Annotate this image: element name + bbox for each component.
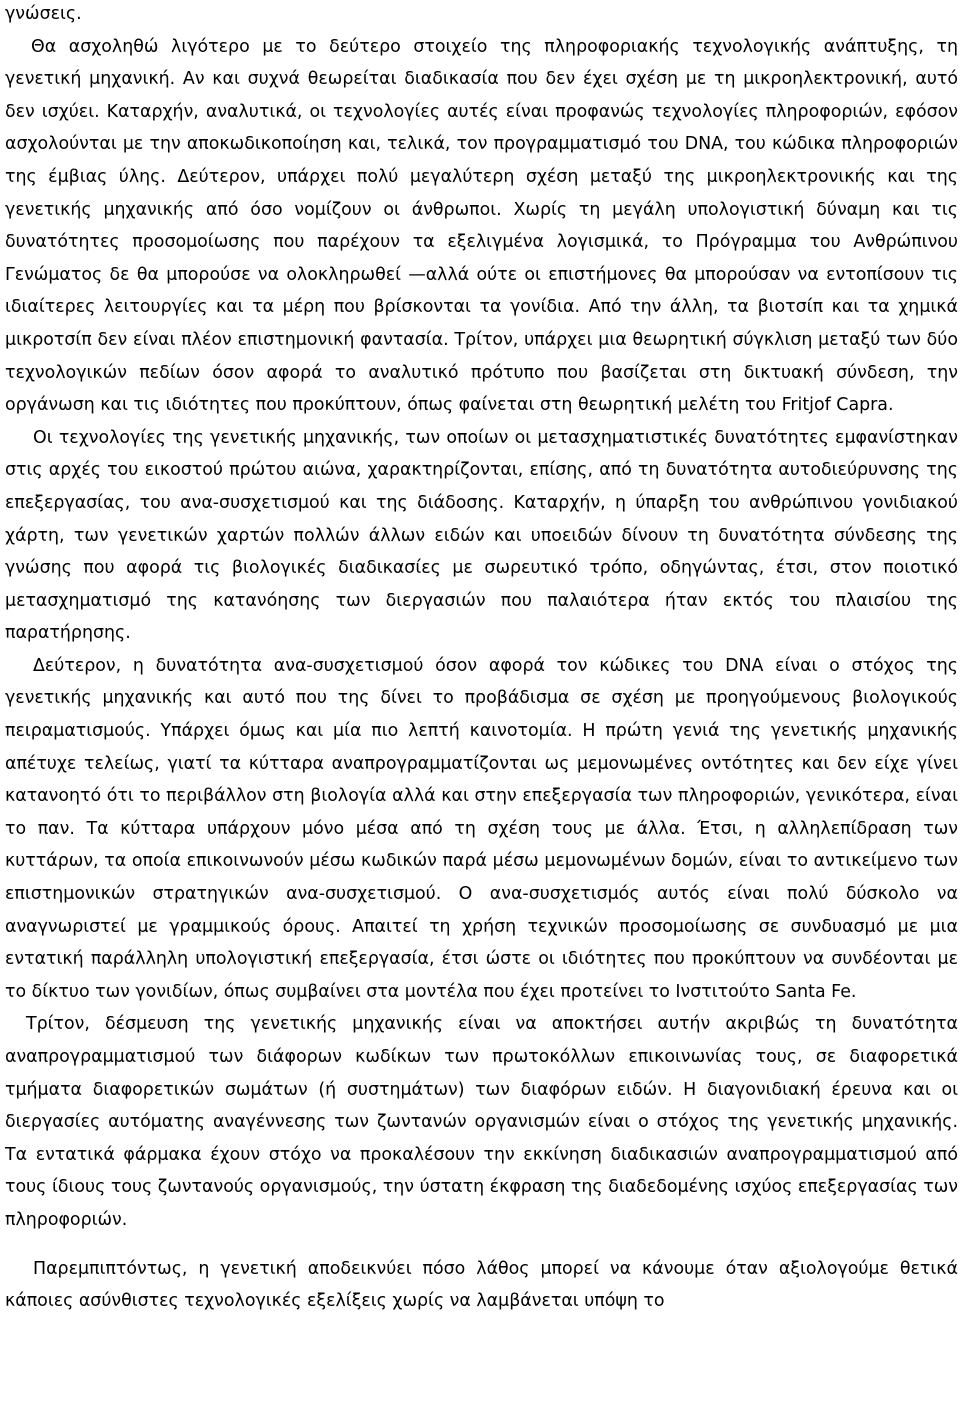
paragraph-recombination: Δεύτερον, η δυνατότητα ανα-συσχετισμού όσον αφορά τον κώδικες του DNA είναι ο στόχος της γενετικής μηχανικής και αυτό που της δίνει το προβάδισμα σε σχέση με προηγούμενους βιολογικούς πειραματισμούς. Υπάρχει όμως και μία πιο λεπτή καινοτομία. Η πρώτη γενιά της γενετικής μηχανικής απέτυχε τελείως, γιατί τα κύτταρα αναπρογραμματίζονται ως μεμονωμένες οντότητες και δεν είχε γίνει κατανοητό ότι το περιβάλλον στη βιολογία αλλά και στην επεξεργασία των πληροφοριών, γενικότερα, είναι το παν. Τα κύτταρα υπάρχουν μόνο μέσα από τη σχέση τους με άλλα. Έτσι, η αλληλεπίδραση των κυττάρων, τα οποία επικοινωνούν μέσω κωδικών παρά μέσω μεμονωμένων δομών, είναι το αντικείμενο των επιστημονικών στρατηγικών ανα-συσχετισμού. Ο ανα-συσχετισμός αυτός είναι πολύ δύσκολο να αναγνωριστεί με γραμμικούς όρους. Απαιτεί τη χρήση τεχνικών προσομοίωσης σε συνδυασμό με μια εντατική παράλληλη υπολογιστική επεξεργασία, έτσι ώστε οι ιδιότητες που προκύπτουν να συνδέονται με το δίκτυο των γονιδίων, όπως συμβαίνει στα μοντέλα που έχει προτείνει το Ινστιτούτο Santa Fe. bbox=[5, 655, 958, 1002]
continuation-line: γνώσεις. bbox=[5, 4, 82, 24]
paragraph-reprogramming: Τρίτον, δέσμευση της γενετικής μηχανικής είναι να αποκτήσει αυτήν ακριβώς τη δυνατότητα αναπρογραμματισμού των διάφορων κωδίκων των πρωτοκόλλων επικοινωνίας τους, σε διαφορετικά τμήματα διαφορετικών σωμάτων (ή συστημάτων) των διαφόρων ειδών. Η διαγονιδιακή έρευνα και οι διεργασίες αυτόματης αναγέννεσης των ζωντανών οργανισμών είναι ο στόχος της γενετικής μηχανικής. Τα εντατικά φάρμακα έχουν στόχο να προκαλέσουν την εκκίνηση διαδικασιών αναπρογραμματισμού από τους ίδιους τους ζωντανούς οργανισμούς, την ύστατη έκφραση της διαδεδομένης ισχύος επεξεργασίας των πληροφοριών. bbox=[5, 1014, 958, 1230]
paragraph-genetic-engineering-intro: Θα ασχοληθώ λιγότερο με το δεύτερο στοιχείο της πληροφοριακής τεχνολογικής ανάπτυξης, τη γενετική μηχανική. Αν και συχνά θεωρείται διαδικασία που δεν έχει σχέση με τη μικροηλεκτρονική, αυτό δεν ισχύει. Καταρχήν, αναλυτικά, οι τεχνολογίες αυτές είναι προφανώς τεχνολογίες πληροφοριών, εφόσον ασχολούνται με την αποκωδικοποίηση και, τελικά, τον προγραμματισμό του DNA, του κώδικα πληροφοριών της έμβιας ύλης. Δεύτερον, υπάρχει πολύ μεγαλύτερη σχέση μεταξύ της μικροηλεκτρονικής και της γενετικής μηχανικής από όσο νομίζουν οι άνθρωποι. Χωρίς τη μεγάλη υπολογιστική δύναμη και τις δυνατότητες προσομοίωσης που παρέχουν τα εξελιγμένα λογισμικά, το Πρόγραμμα του Ανθρώπινου Γενώματος δε θα μπορούσε να ολοκληρωθεί —αλλά ούτε οι επιστήμονες θα μπορούσαν να εντοπίσουν τις ιδιαίτερες λειτουργίες και τα μέρη που βρίσκονται τα γονίδια. Από την άλλη, τα βιοτσίπ και τα χημικά μικροτσίπ δεν είναι πλέον επιστημονική φαντασία. Τρίτον, υπάρχει μια θεωρητική σύγκλιση μεταξύ των δύο τεχνολογικών πεδίων όσον αφορά το αναλυτικό πρότυπο που βασίζεται στη δικτυακή σύνδεση, την οργάνωση και τις ιδιότητες που προκύπτουν, όπως φαίνεται στη θεωρητική μελέτη του Fritjof Capra. bbox=[5, 36, 958, 416]
paragraph-incidentally: Παρεμπιπτόντως, η γενετική αποδεικνύει πόσο λάθος μπορεί να κάνουμε όταν αξιολογούμε θετικά κάποιες ασύνθιστες τεχνολογικές εξελίξεις χωρίς να λαμβάνεται υπόψη το bbox=[5, 1258, 958, 1312]
paragraph-self-expansion: Οι τεχνολογίες της γενετικής μηχανικής, των οποίων οι μετασχηματιστικές δυνατότητες εμφανίστηκαν στις αρχές του εικοστού πρώτου αιώνα, χαρακτηρίζονται, επίσης, από τη δυνατότητα αυτοδιεύρυνσης της επεξεργασίας, του ανα-συσχετισμού και της διάδοσης. Καταρχήν, η ύπαρξη του ανθρώπινου γονιδιακού χάρτη, των γενετικών χαρτών πολλών άλλων ειδών και υποειδών δίνουν τη δυνατότητα σύνδεσης της γνώσης που αφορά τις βιολογικές διαδικασίες με σωρευτικό τρόπο, οδηγώντας, έτσι, στον ποιοτικό μετασχηματισμό της κατανόησης των διεργασιών που παλαιότερα ήταν εκτός του πλαισίου της παρατήρησης. bbox=[5, 427, 958, 644]
